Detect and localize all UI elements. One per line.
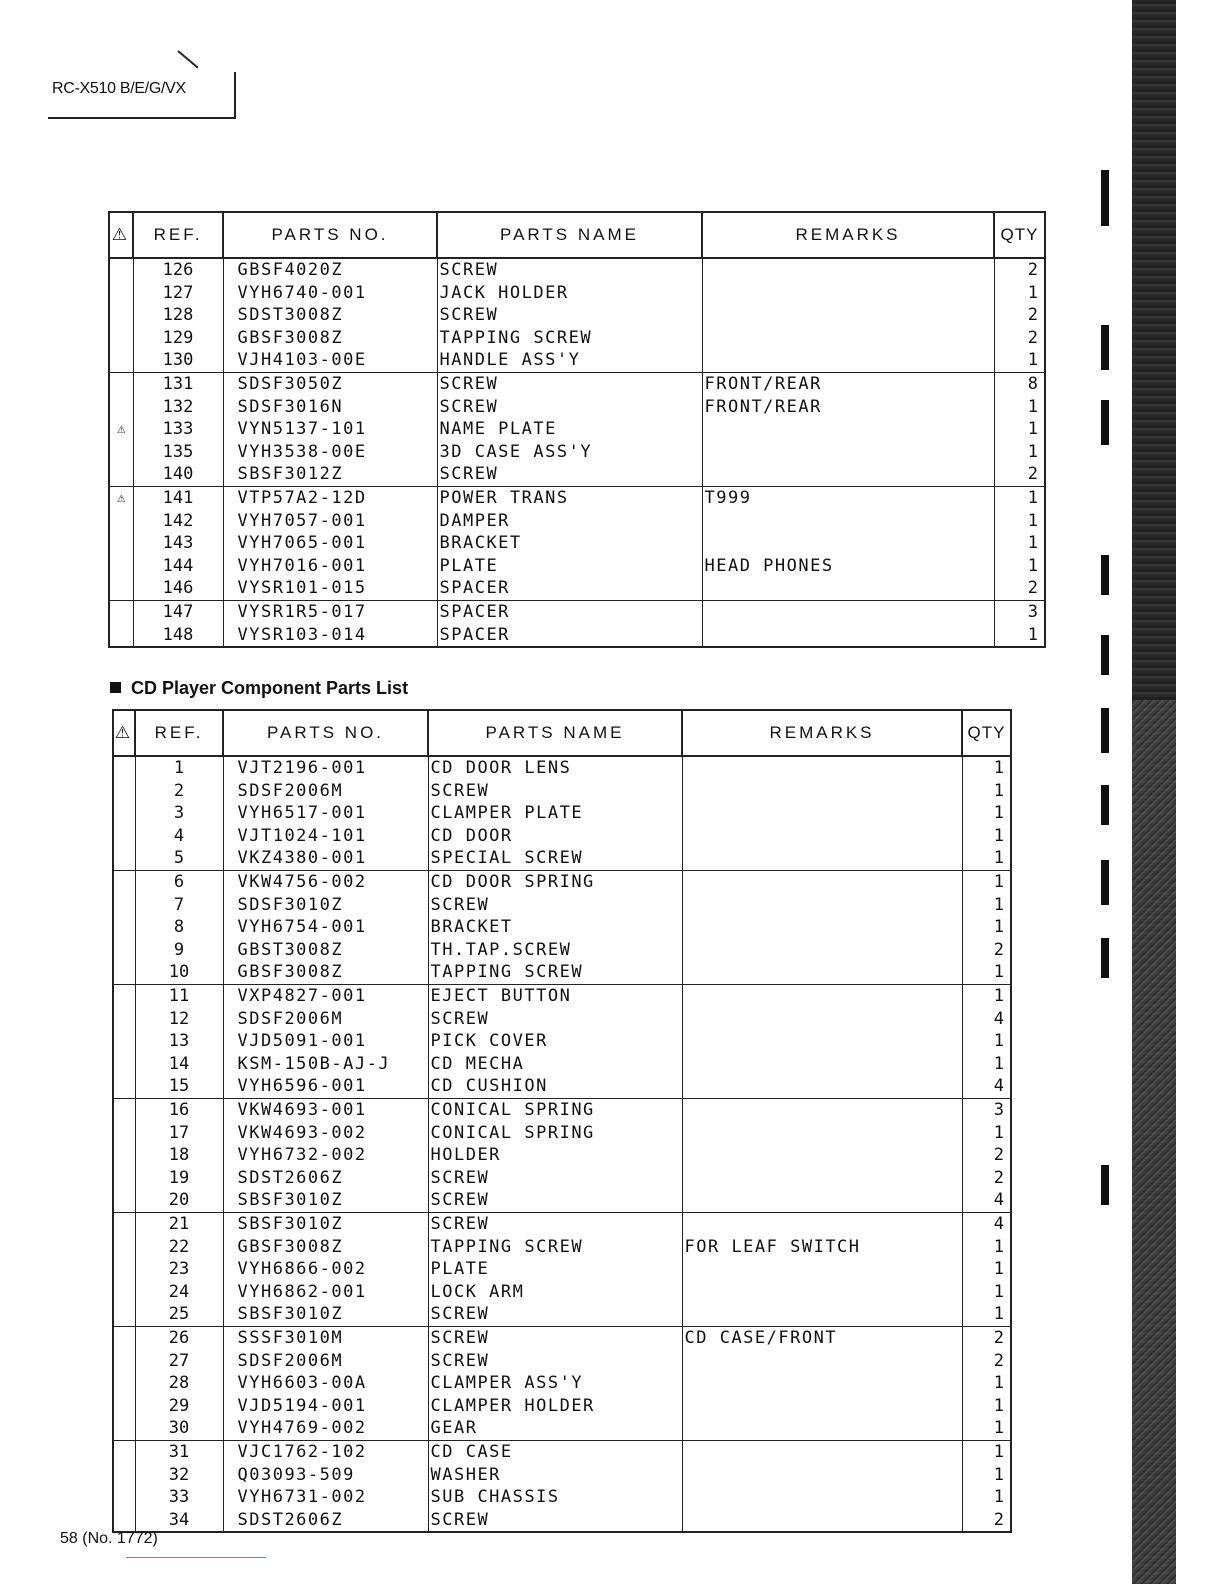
table-row-group [113,985,1011,1099]
parts-no-cell: SDSF3050Z SDSF3016N VYN5137-101 VYH3538-00E SBSF3012Z [237,374,367,485]
table-row-group [109,373,1045,487]
square-bullet-icon [110,682,121,693]
parts-no-cell: VXP4827-001 SDSF2006M VJD5091-001 KSM-150B-AJ-J VYH6596-001 [237,986,391,1097]
table-row-group [113,1213,1011,1327]
header-qty: QTY [962,710,1011,756]
header-remarks: REMARKS [702,212,994,258]
parts-name-cell: CD CASE WASHER SUB CHASSIS SCREW [430,1442,560,1530]
ref-cell: 26 27 28 29 30 [168,1328,190,1439]
parts-name-cell: SPACER SPACER [439,602,510,645]
ref-cell: 11 12 13 14 15 [168,986,190,1097]
scan-edge-texture [1132,700,1176,1584]
warning-icon-cell [114,1099,135,1122]
remarks-cell [703,601,994,646]
ref-cell: 16 17 18 19 20 [168,1100,190,1211]
parts-name-cell: EJECT BUTTON SCREW PICK COVER CD MECHA CD CUSHION [430,986,572,1097]
ref-cell: 31 32 33 34 [168,1442,190,1530]
header-parts-name: PARTS NAME [428,710,682,756]
parts-no-cell: VKW4693-001 VKW4693-002 VYH6732-002 SDST2606Z SBSF3010Z [237,1100,367,1211]
ref-cell: 141 142 143 144 146 [162,488,194,599]
table-row-group [113,1441,1011,1533]
header-ref: REF. [133,212,223,258]
warning-icon-cell [114,871,135,894]
qty-cell: 1 4 1 1 4 [993,986,1004,1097]
remarks-cell: FRONT/REAR FRONT/REAR [704,374,822,417]
remarks-cell [703,259,994,372]
model-label: RC-X510 B/E/G/VX [52,80,186,97]
ref-cell: 147 148 [162,602,194,645]
header-ref: REF. [135,710,223,756]
corner-mark [177,50,198,68]
binding-mark [1101,708,1109,753]
qty-cell: 1 1 1 1 2 [1027,488,1038,599]
remarks-cell: CD CASE/FRONT [684,1328,838,1348]
parts-name-cell: POWER TRANS DAMPER BRACKET PLATE SPACER [439,488,569,599]
parts-no-cell: GBSF4020Z VYH6740-001 SDST3008Z GBSF3008Z VJH4103-00E [237,260,367,371]
warning-icon-cell [114,1327,135,1350]
ref-cell: 131 132 133 135 140 [162,374,194,485]
header-qty: QTY [994,212,1045,258]
page-number: 58 (No. 1772) [60,1530,158,1547]
parts-table-1 [108,211,1046,648]
footer-rule [126,1557,266,1558]
binding-mark [1101,555,1109,595]
remarks-cell [683,871,962,984]
section-title [110,678,408,699]
table-row-group [109,258,1045,373]
remarks-cell [683,1099,962,1212]
parts-table-2 [112,709,1012,1533]
table-row-group [109,487,1045,601]
header-parts-name: PARTS NAME [437,212,702,258]
remarks-cell [683,1441,962,1531]
header-rule-vertical [234,72,236,118]
warning-icon-cell [114,757,135,780]
parts-no-cell: VYSR1R5-017 VYSR103-014 [237,602,367,645]
parts-name-cell: CD DOOR SPRING SCREW BRACKET TH.TAP.SCREW TAPPING SCREW [430,872,595,983]
qty-cell: 8 1 1 1 2 [1027,374,1038,485]
parts-no-cell: VKW4756-002 SDSF3010Z VYH6754-001 GBST3008Z GBSF3008Z [237,872,367,983]
ref-cell: 1 2 3 4 5 [173,758,185,869]
binding-mark [1101,785,1109,825]
table-row-group [113,1327,1011,1441]
qty-cell: 1 1 1 2 [993,1442,1004,1530]
table-header-row [109,212,1045,258]
qty-cell: 2 2 1 1 1 [993,1328,1004,1439]
parts-name-cell: SCREW SCREW NAME PLATE 3D CASE ASS'Y SCREW [439,374,593,485]
qty-cell: 4 1 1 1 1 [993,1214,1004,1325]
qty-cell: 2 1 2 2 1 [1027,260,1038,371]
remarks-cell: FOR LEAF SWITCH [684,1236,861,1257]
warning-icon-cell: ⚠ [117,490,126,506]
parts-no-cell: VTP57A2-12D VYH7057-001 VYH7065-001 VYH7016-001 VYSR101-015 [237,488,367,599]
header-rule [48,117,236,119]
table-header-row [113,710,1011,756]
binding-mark [1101,1165,1109,1205]
warning-icon-cell [114,1441,135,1464]
warning-icon-cell [114,1213,135,1236]
warning-icon-cell: ⚠ [117,421,126,438]
qty-cell: 1 1 1 1 1 [993,758,1004,869]
parts-name-cell: SCREW TAPPING SCREW PLATE LOCK ARM SCREW [430,1214,584,1325]
warning-icon: ⚠ [109,212,133,258]
qty-cell: 3 1 [1027,602,1038,645]
remarks-cell [683,757,962,870]
binding-mark [1101,170,1109,226]
qty-cell: 3 1 2 2 4 [993,1100,1004,1211]
header-remarks: REMARKS [682,710,962,756]
parts-name-cell: CD DOOR LENS SCREW CLAMPER PLATE CD DOOR SPECIAL SCREW [430,758,584,869]
binding-mark [1101,325,1109,370]
parts-name-cell: SCREW SCREW CLAMPER ASS'Y CLAMPER HOLDER GEAR [430,1328,595,1439]
parts-no-cell: SSSF3010M SDSF2006M VYH6603-00A VJD5194-001 VYH4769-002 [237,1328,367,1439]
parts-no-cell: SBSF3010Z GBSF3008Z VYH6866-002 VYH6862-001 SBSF3010Z [237,1214,367,1325]
warning-icon: ⚠ [113,710,135,756]
warning-icon-cell [114,985,135,1008]
qty-cell: 1 1 1 2 1 [993,872,1004,983]
ref-cell: 126 127 128 129 130 [162,260,194,371]
table-row-group [109,601,1045,648]
binding-mark [1101,635,1109,675]
binding-mark [1101,938,1109,978]
ref-cell: 21 22 23 24 25 [168,1214,190,1325]
remarks-cell [683,985,962,1098]
parts-no-cell: VJC1762-102 Q03093-509 VYH6731-002 SDST2606Z [237,1442,367,1530]
section-title-text: CD Player Component Parts List [131,678,409,698]
header-parts-no: PARTS NO. [223,212,437,258]
binding-mark [1101,860,1109,905]
table-row-group [113,1099,1011,1213]
header-parts-no: PARTS NO. [223,710,428,756]
parts-name-cell: CONICAL SPRING CONICAL SPRING HOLDER SCREW SCREW [430,1100,595,1211]
warning-icon-cell [110,601,133,646]
warning-icon-cell [110,259,133,372]
table-row-group [113,871,1011,985]
parts-no-cell: VJT2196-001 SDSF2006M VYH6517-001 VJT1024-101 VKZ4380-001 [237,758,367,869]
parts-name-cell: SCREW JACK HOLDER SCREW TAPPING SCREW HANDLE ASS'Y [439,260,593,371]
ref-cell: 6 7 8 9 10 [168,872,190,983]
remarks-cell: T999 HEAD PHONES [704,488,834,576]
binding-mark [1101,400,1109,445]
table-row-group [113,756,1011,871]
